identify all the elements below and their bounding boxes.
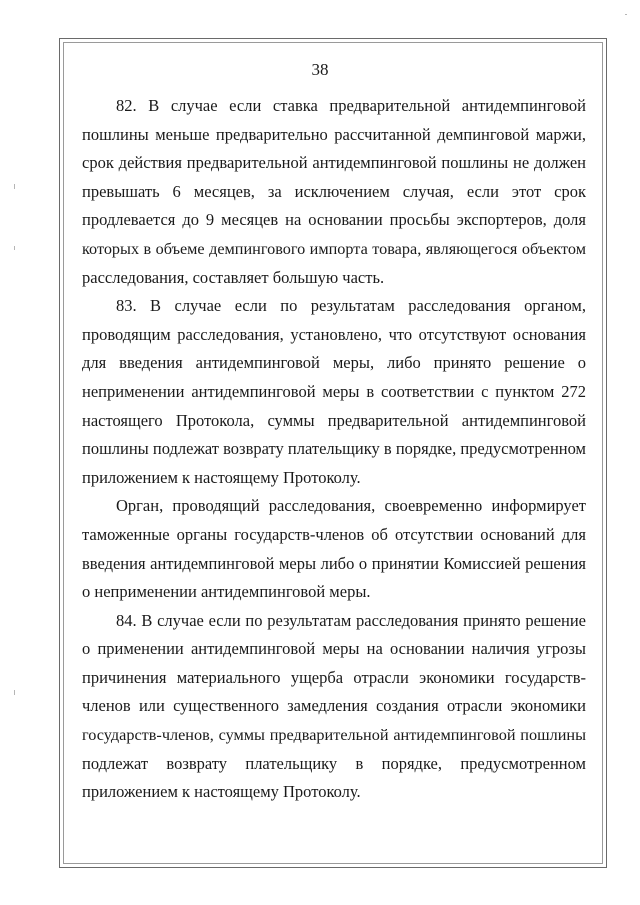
text-line: приложением к настоящему Протоколу.	[82, 782, 361, 802]
text-line: таможенные органы государств-членов об отсутствии оснований для	[82, 524, 586, 544]
paragraph-organ	[82, 492, 586, 606]
text-line: для введения антидемпинговой меры, либо принято решение о	[82, 353, 586, 373]
scan-speck	[14, 246, 15, 250]
text-line: 84. В случае если по результатам расследования принято решение	[116, 610, 586, 630]
text-line: пошлины меньше предварительно рассчитанной демпинговой маржи,	[82, 124, 586, 144]
text-line: которых в объеме демпингового импорта товара, являющегося объектом	[82, 239, 586, 258]
text-line: 82. В случае если ставка предварительной антидемпинговой	[116, 96, 586, 115]
text-line: о применении антидемпинговой меры на основании наличия угрозы	[82, 639, 586, 659]
paragraph-83	[82, 292, 586, 492]
scan-speck	[14, 690, 15, 695]
text-line: проводящим расследования, установлено, что отсутствуют основания	[82, 324, 586, 344]
text-line: приложением к настоящему Протоколу.	[82, 467, 361, 487]
text-line: срок действия предварительной антидемпинговой пошлины не должен	[82, 153, 586, 173]
text-line: 83. В случае если по результатам расследования органом,	[116, 296, 586, 316]
scan-speck	[625, 14, 627, 15]
scan-speck	[14, 184, 15, 189]
paragraph-84	[82, 607, 586, 807]
text-line: о неприменении антидемпинговой меры.	[82, 582, 371, 602]
document-body	[82, 92, 586, 807]
text-line: неприменении антидемпинговой меры в соответствии с пунктом 272	[82, 381, 586, 401]
paragraph-82	[82, 92, 586, 292]
page-number: 38	[311, 60, 329, 79]
text-line: продлевается до 9 месяцев на основании просьбы экспортеров, доля	[82, 210, 586, 230]
text-line: Орган, проводящий расследования, своевременно информирует	[116, 496, 586, 516]
text-line: подлежат возврату плательщику в порядке, предусмотренном	[82, 753, 586, 773]
text-line: членов или существенного замедления создания отрасли экономики	[82, 696, 586, 716]
text-line: превышать 6 месяцев, за исключением случая, если этот срок	[82, 181, 586, 201]
text-line: причинения материального ущерба отрасли экономики государств-	[82, 667, 586, 687]
text-line: настоящего Протокола, суммы предварительной антидемпинговой	[82, 410, 586, 430]
text-line: пошлины подлежат возврату плательщику в порядке, предусмотренном	[82, 439, 586, 459]
text-line: введения антидемпинговой меры либо о принятии Комиссией решения	[82, 553, 586, 573]
text-line: государств-членов, суммы предварительной антидемпинговой пошлины	[82, 726, 586, 745]
text-line: расследования, составляет большую часть.	[82, 267, 385, 287]
